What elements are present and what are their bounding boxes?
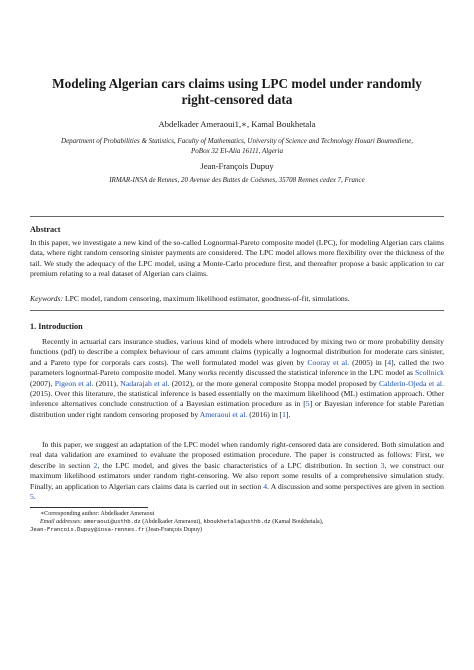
footnote-emails: Email addresses: ameraoui@usthb.dz (Abdelkader Ameraoui), kboukhetala@usthb.dz (Kamal Boukhetala), — [40, 519, 324, 526]
citation-link[interactable]: 1 — [282, 409, 287, 419]
section-link[interactable]: 5 — [30, 492, 34, 502]
citation-link[interactable]: Scollnick — [414, 368, 444, 378]
section-heading-introduction: 1. Introduction — [30, 322, 83, 331]
citation-link[interactable]: Calderín-Ojeda et al. — [379, 378, 444, 388]
authors-line: Abdelkader Ameraoui1,∗, Kamal Boukhetala — [158, 119, 316, 129]
affiliation-2: IRMAR-INSA de Rennes, 20 Avenue des Buttes de Coësmes, 35708 Rennes cedex 7, France — [109, 176, 365, 184]
email-link[interactable]: kboukhetala@usthb.dz — [203, 519, 271, 526]
footnote-corresponding: ∗Corresponding author: Abdelkader Ameraoui — [40, 511, 155, 517]
keywords-text: LPC model, random censoring, maximum likelihood estimator, goodness-of-fit, simulations. — [64, 294, 350, 303]
section-link[interactable]: 4 — [263, 481, 268, 491]
affiliation-1: Department of Probabilities & Statistics, Faculty of Mathematics, University of Science and Technology Houari Boumediene, PoBox 32 El-Alia 16111, Algeria — [61, 137, 413, 155]
keywords-label: Keywords: — [30, 294, 64, 303]
citation-link[interactable]: Nadarajah et al. — [120, 378, 170, 388]
citation-link[interactable]: Pigeon et al. — [54, 378, 94, 388]
footnote — [30, 510, 460, 535]
email-link[interactable]: Jean-Francois.Dupuy@insa-rennes.fr — [30, 527, 145, 534]
paper-title: Modeling Algerian cars claims using LPC model under randomly right-censored data — [52, 76, 422, 107]
abstract-text: In this paper, we investigate a new kind of the so-called Lognormal-Pareto composite model (LPC), for modeling Algerian cars claims data, where right random censoring sinister payments are considered. The LPC model allows more flexibility over the thickness of the tail. We study the adequacy of the LPC model, using a Monte-Carlo procedure first, and thereafter propose a basic application to car premium relating to a real dataset of Algerian cars claims. — [30, 238, 444, 279]
footnote-rule — [30, 507, 148, 508]
abstract-bottom-rule — [30, 310, 444, 311]
intro-paragraph-1: Recently in actuarial cars insurance studies, various kind of models where introduced by mixing two or more probability density functions (pdf) to describe a complex behaviour of cars amount claims (typically a lognormal distribution for moderate cars sinister, and a Pareto type for corporals cars costs). The well formulated model was given by Cooray et al. (2005) in [4], called the two parameters lognormal-Pareto composite model. Many works recently discussed the statistical inference in the LPC model as Scollnick (2007), Pigeon et al. (2011), Nadarajah et al. (2012), or the more general composite Stoppa model proposed by Calderín-Ojeda et al. (2015). Over this literature, the statistical inference is based essentially on the maximum likelihood (ML) estimation approach. Other inference alternatives conclude construction of a Bayesian estimation procedure as in [5] or Bayesian inference for stable Paretian distribution under right random censoring proposed by Ameraoui et al. (2016) in [1]. — [30, 337, 444, 419]
abstract-heading: Abstract — [30, 225, 61, 234]
intro-paragraph-2: In this paper, we suggest an adaptation of the LPC model when randomly right-censored data are considered. Both simulation and real data validation are examined to evaluate the proposed estimation procedure. The paper is constructed as follows: First, we describe in section 2, the LPC model, and gives the basic characteristics of a LPC distribution. In section 3, we construct our maximum likelihood estimators under random right-censoring. We also report some results of a comprehensive simulation study. Finally, an application to Algerian cars claims data is carried out in section 4. A discussion and some perspectives are given in section 5. — [30, 440, 444, 502]
section-link[interactable]: 2 — [93, 460, 98, 470]
keywords — [30, 294, 444, 304]
section-link[interactable]: 3 — [380, 460, 385, 470]
author-2: Jean-François Dupuy — [200, 161, 274, 171]
footnote-emails-cont: Jean-Francois.Dupuy@insa-rennes.fr (Jean-François Dupuy) — [30, 527, 203, 534]
abstract-top-rule — [30, 216, 444, 217]
citation-link[interactable]: 4 — [387, 357, 392, 367]
citation-link[interactable]: Ameraoui et al. — [199, 409, 248, 419]
citation-link[interactable]: 5 — [305, 399, 310, 409]
citation-link[interactable]: Cooray et al. — [307, 357, 350, 367]
email-link[interactable]: ameraoui@usthb.dz — [83, 519, 141, 526]
